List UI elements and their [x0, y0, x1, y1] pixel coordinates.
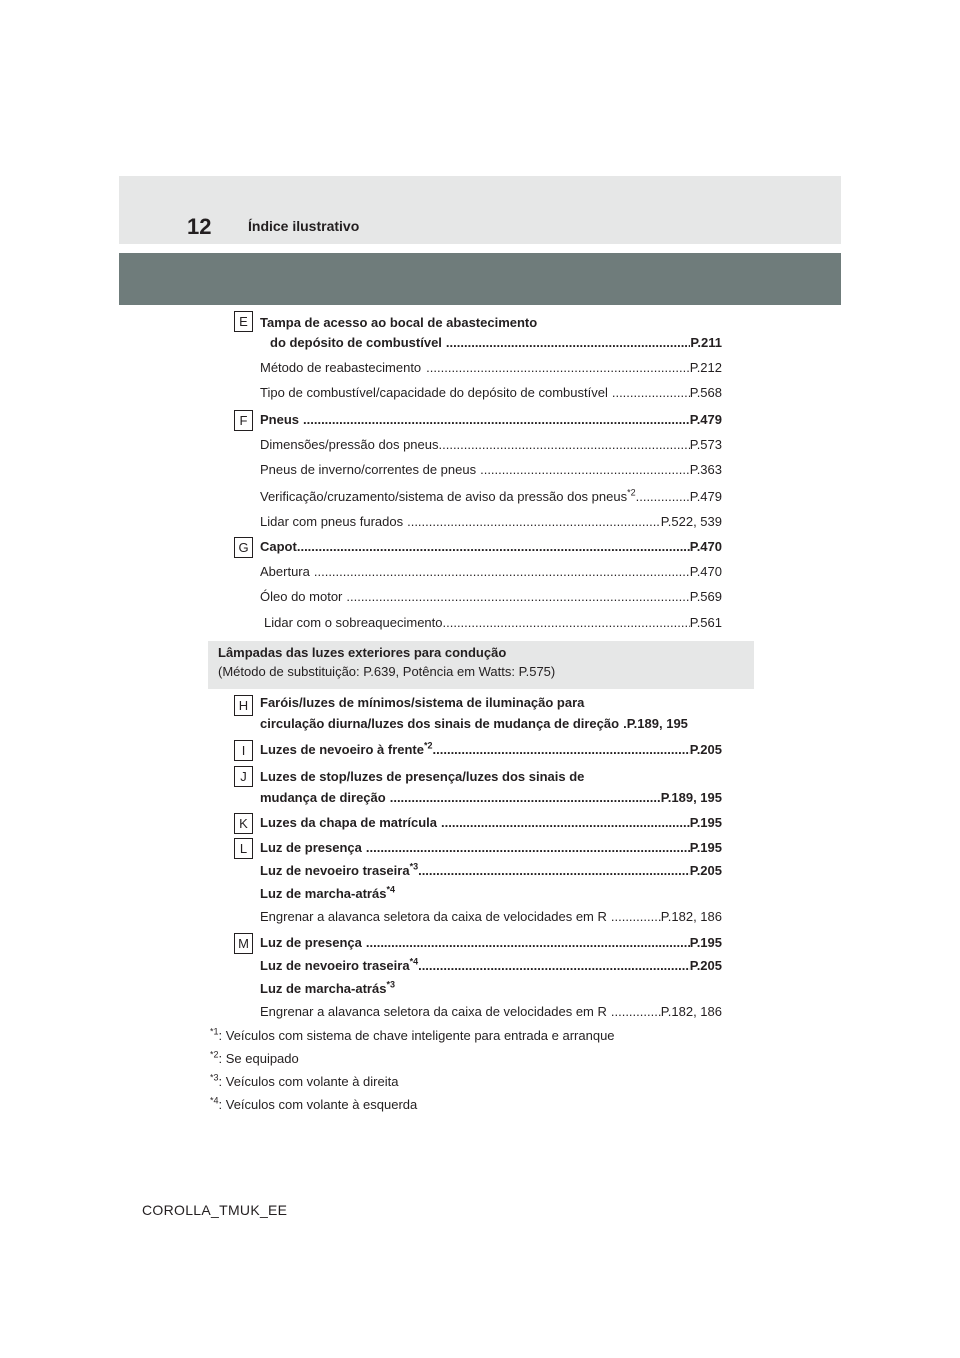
page-ref: P.195: [689, 935, 722, 950]
page-ref: P.182, 186: [660, 909, 722, 924]
entry-text: Engrenar a alavanca seletora da caixa de velocidades em R: [260, 1004, 607, 1019]
footnote-mark: *4: [386, 884, 395, 895]
footnote-mark: *1: [210, 1026, 219, 1037]
page-ref: P.569: [689, 589, 722, 604]
entry-text: mudança de direção: [260, 790, 386, 805]
page-ref: P.211: [690, 335, 722, 350]
page-ref: P.363: [689, 462, 722, 477]
entry-text-main: Luz de nevoeiro traseira: [260, 863, 410, 878]
page-ref: P.212: [689, 360, 722, 375]
section-badge-e: E: [234, 311, 253, 332]
page-ref: P.195: [689, 815, 722, 830]
toc-entry-tires[interactable]: [260, 411, 722, 429]
footnote-mark: *2: [210, 1049, 219, 1060]
toc-entry-rear-fog[interactable]: [260, 862, 722, 880]
entry-text: Lidar com pneus furados: [260, 514, 404, 529]
footnote-text: : Veículos com volante à direita: [218, 1074, 399, 1089]
entry-text: Luz de presença: [260, 935, 362, 950]
toc-entry-front-fog[interactable]: [260, 741, 722, 759]
footnote: [210, 1050, 299, 1068]
entry-text: Luzes da chapa de matrícula: [260, 815, 438, 830]
toc-entry[interactable]: [260, 359, 722, 377]
section-badge-l: L: [234, 838, 253, 859]
entry-text: [260, 488, 636, 506]
footnote-mark: *2: [424, 740, 433, 751]
footnote-mark: *4: [210, 1095, 219, 1106]
toc-entry-plate-lights[interactable]: [260, 814, 722, 832]
dot-leader: [362, 839, 690, 857]
entry-text: Pneus de inverno/correntes de pneus: [260, 462, 477, 477]
dot-leader: [342, 588, 689, 606]
toc-entry[interactable]: [260, 614, 722, 632]
lamps-section-subtitle: (Método de substituição: P.639, Potência em Watts: P.575): [218, 664, 556, 679]
header-divider-bar: [119, 253, 841, 305]
dot-leader: [443, 614, 690, 632]
entry-text: do depósito de combustível: [270, 335, 442, 350]
section-badge-i: I: [234, 740, 253, 761]
dot-leader: [299, 411, 690, 429]
fuel-door-title-line1: Tampa de acesso ao bocal de abastecimento: [260, 315, 538, 330]
dot-leader: [297, 538, 690, 556]
toc-entry[interactable]: [260, 563, 722, 581]
toc-entry[interactable]: [260, 908, 722, 926]
toc-entry[interactable]: [260, 1003, 722, 1021]
toc-entry-presence-light[interactable]: [260, 934, 722, 952]
toc-entry-rear-fog[interactable]: [260, 957, 722, 975]
dot-leader: [607, 1003, 661, 1021]
footnote-text: : Veículos com volante à esquerda: [218, 1097, 418, 1112]
dot-leader: [433, 741, 690, 759]
dot-leader: [636, 488, 690, 506]
footnote-text: : Veículos com sistema de chave inteligente para entrada e arranque: [218, 1028, 615, 1043]
toc-entry[interactable]: [260, 384, 722, 402]
entry-text-main: Luz de nevoeiro traseira: [260, 958, 410, 973]
headlights-title-line1: Faróis/luzes de mínimos/sistema de iluminação para: [260, 695, 585, 710]
dot-leader: [418, 957, 690, 975]
section-badge-h: H: [234, 695, 253, 716]
dot-leader: [608, 384, 690, 402]
entry-text: Capot: [260, 539, 297, 554]
lamps-section-title: Lâmpadas das luzes exteriores para condução: [218, 645, 507, 660]
footnote-mark: *3: [210, 1072, 219, 1083]
toc-entry[interactable]: [260, 461, 722, 479]
dot-leader: [421, 359, 690, 377]
page-ref: P.182, 186: [660, 1004, 722, 1019]
entry-text-main: Luzes de nevoeiro à frente: [260, 742, 424, 757]
section-badge-m: M: [234, 933, 253, 954]
page-number: 12: [187, 214, 212, 239]
page-ref: P.470: [689, 564, 722, 579]
entry-text: Luz de presença: [260, 840, 362, 855]
toc-entry[interactable]: [260, 488, 722, 506]
page-ref: .P.189, 195: [623, 716, 688, 731]
dot-leader: [439, 436, 690, 454]
entry-text: [260, 957, 418, 975]
toc-entry[interactable]: [260, 513, 722, 531]
footnote-mark: *4: [409, 956, 419, 967]
page-ref: P.479: [689, 412, 722, 427]
footnote: [210, 1096, 417, 1114]
entry-text: [260, 741, 433, 759]
dot-leader: [418, 862, 690, 880]
entry-text: Lidar com o sobreaquecimento: [264, 615, 443, 630]
page-ref: P.522, 539: [660, 514, 722, 529]
entry-text: Tipo de combustível/capacidade do depósito de combustível: [260, 385, 608, 400]
toc-entry[interactable]: [260, 436, 722, 454]
dot-leader: [476, 461, 690, 479]
fuel-door-title-line2[interactable]: [260, 334, 722, 352]
entry-text: circulação diurna/luzes dos sinais de mudança de direção: [260, 716, 620, 731]
dot-leader: [386, 789, 661, 807]
dot-leader: [437, 814, 690, 832]
toc-entry-hood[interactable]: [260, 538, 722, 556]
toc-entry-stop-lights[interactable]: [260, 789, 722, 807]
page-ref: P.479: [689, 489, 722, 504]
entry-text: Óleo do motor: [260, 589, 343, 604]
footnote: [210, 1027, 615, 1045]
section-badge-g: G: [234, 537, 253, 558]
page-ref: P.561: [689, 615, 722, 630]
toc-entry-headlights[interactable]: [260, 715, 722, 733]
entry-text: Método de reabastecimento: [260, 360, 422, 375]
page-ref: P.205: [689, 863, 722, 878]
page-ref: P.195: [689, 840, 722, 855]
dot-leader: [607, 908, 661, 926]
page-ref: P.189, 195: [660, 790, 722, 805]
entry-text: [260, 862, 418, 880]
footnote-mark: *3: [409, 861, 419, 872]
toc-entry-presence-light[interactable]: [260, 839, 722, 857]
page-ref: P.573: [689, 437, 722, 452]
footnote: [210, 1073, 398, 1091]
footnote-mark: *3: [386, 979, 395, 990]
page-ref: P.470: [689, 539, 722, 554]
footnote-text: : Se equipado: [218, 1051, 299, 1066]
entry-text-main: Luz de marcha-atrás: [260, 981, 387, 996]
page-ref: P.568: [689, 385, 722, 400]
dot-leader: [403, 513, 661, 531]
section-badge-k: K: [234, 813, 253, 834]
section-badge-f: F: [234, 410, 253, 431]
page-title: Índice ilustrativo: [248, 218, 360, 234]
page-ref: P.205: [689, 742, 722, 757]
entry-text-main: Luz de marcha-atrás: [260, 886, 387, 901]
section-badge-j: J: [234, 766, 253, 787]
page-ref: P.205: [689, 958, 722, 973]
document-code: COROLLA_TMUK_EE: [142, 1202, 288, 1218]
entry-text: Pneus: [260, 412, 300, 427]
entry-text: Dimensões/pressão dos pneus: [260, 437, 439, 452]
dot-leader: [362, 934, 690, 952]
footnote-mark: *2: [627, 487, 636, 498]
entry-text-main: Verificação/cruzamento/sistema de aviso da pressão dos pneus: [260, 489, 628, 504]
dot-leader: [442, 334, 690, 352]
entry-text: Engrenar a alavanca seletora da caixa de velocidades em R: [260, 909, 607, 924]
stop-lights-title-line1: Luzes de stop/luzes de presença/luzes dos sinais de: [260, 769, 585, 784]
header-band: [119, 176, 841, 244]
dot-leader: [310, 563, 690, 581]
reverse-light-label: [260, 885, 395, 903]
entry-text: Abertura: [260, 564, 310, 579]
reverse-light-label: [260, 980, 395, 998]
toc-entry[interactable]: [260, 588, 722, 606]
